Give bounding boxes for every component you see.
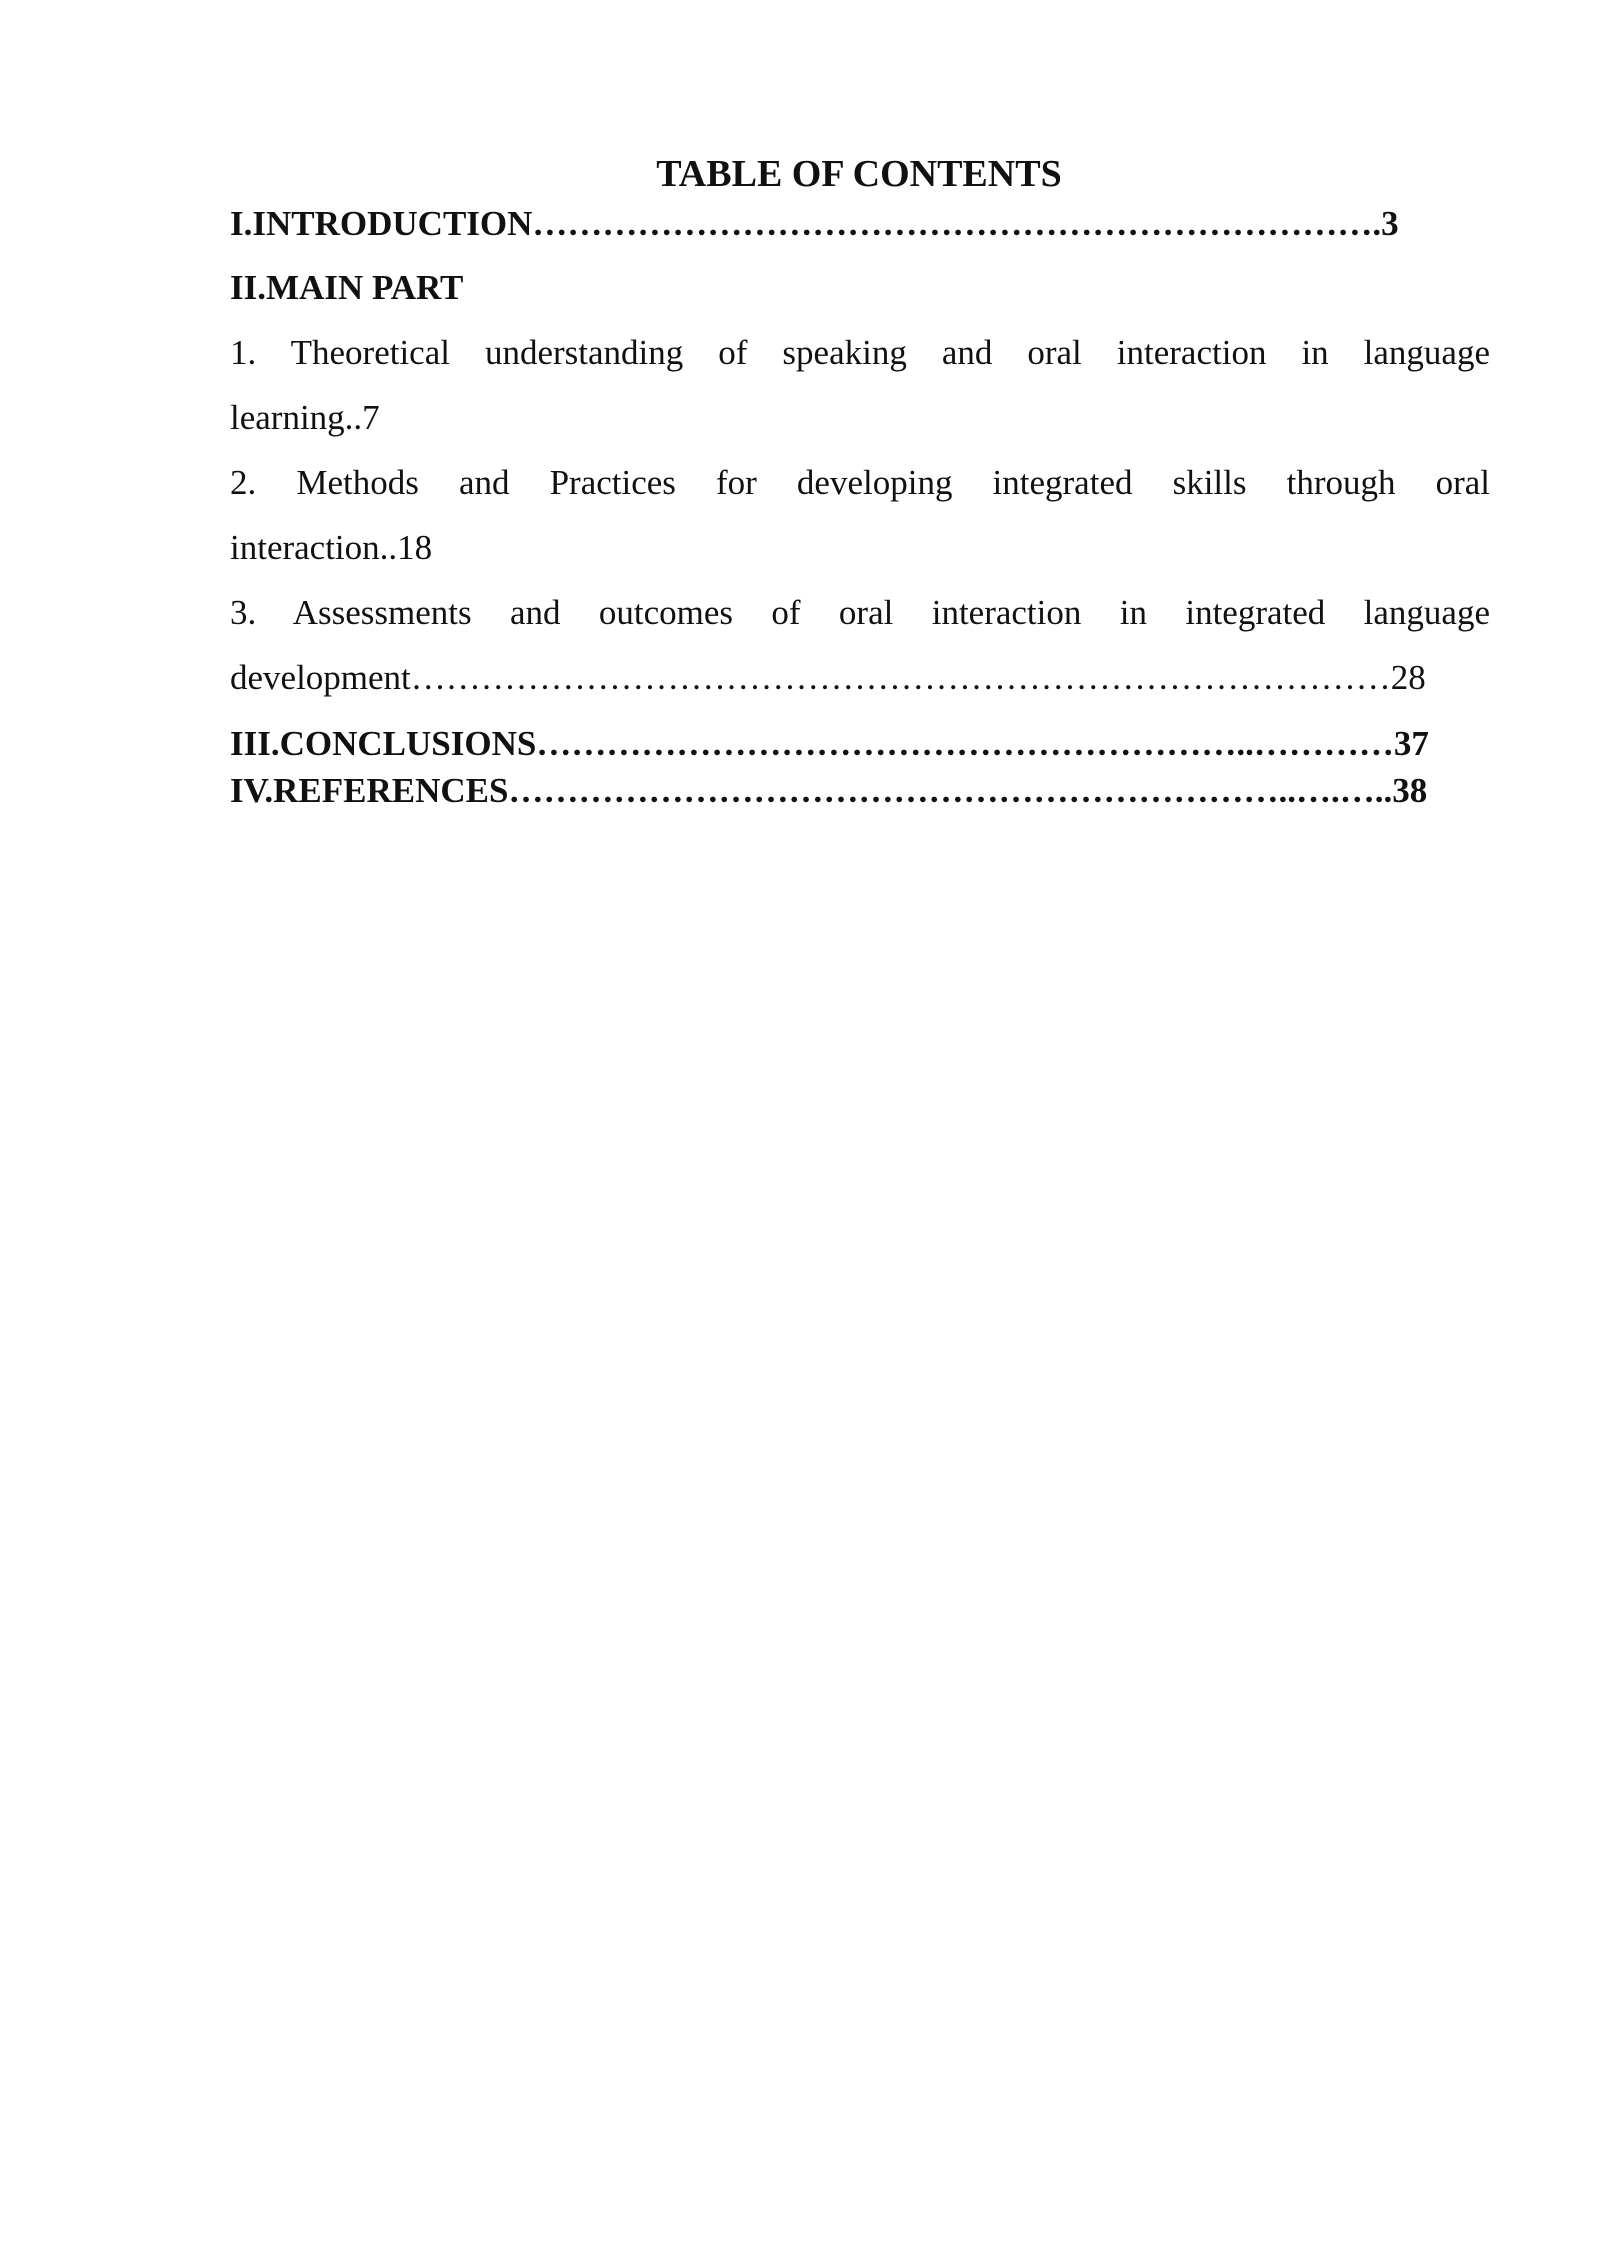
toc-entry-references: IV.REFERENCES…………………………………………………………..….…..38 — [230, 771, 1428, 810]
toc-entry-2-line-1: 2. Methods and Practices for developing integrated skills through oral — [230, 463, 1490, 502]
toc-title: TABLE OF CONTENTS — [656, 153, 1062, 195]
toc-entry-2-line-2: interaction..18 — [230, 528, 433, 567]
toc-entry-conclusions: III.CONCLUSIONS……………………………………………………..…………37 — [230, 724, 1429, 763]
toc-entry-introduction: I.INTRODUCTION……………………………………………………………….3 — [230, 204, 1399, 243]
toc-entry-1-line-1: 1. Theoretical understanding of speaking and oral interaction in language — [230, 333, 1490, 372]
toc-entry-3-line-1: 3. Assessments and outcomes of oral interaction in integrated language — [230, 593, 1490, 632]
toc-entry-3-line-2: development…………………………………………………………………………28 — [230, 658, 1426, 697]
toc-entry-1-line-2: learning..7 — [230, 398, 380, 437]
toc-entry-main-part: II.MAIN PART — [230, 268, 464, 307]
